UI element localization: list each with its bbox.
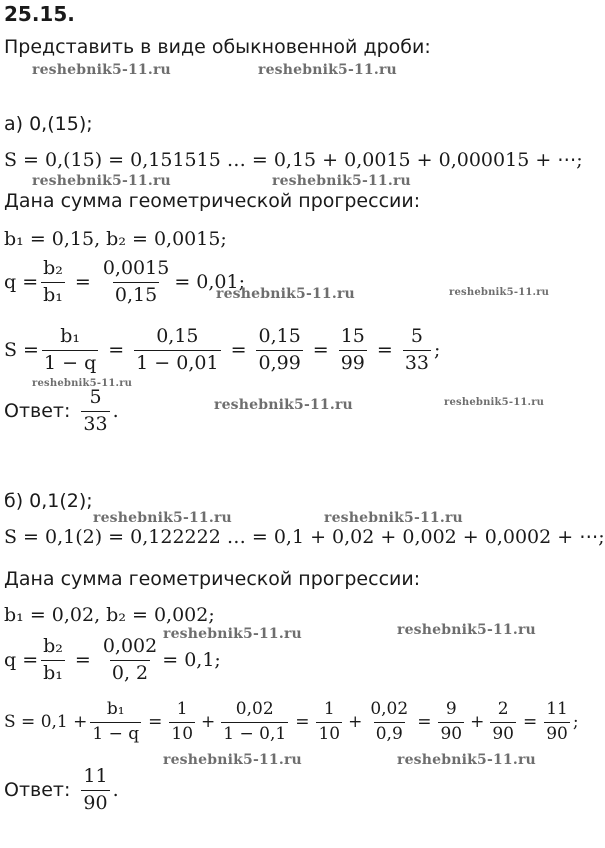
fraction-denominator: 1 − q [92,723,140,744]
fraction [41,258,65,307]
fraction-numerator: b₁ [106,699,125,719]
equals-sign: = [74,271,91,294]
watermark: reshebnik5-11.ru [32,62,171,78]
equals-sign: = [522,712,538,733]
watermark: reshebnik5-11.ru [258,62,397,78]
fraction-numerator: 1 [176,699,188,719]
fraction-denominator: 10 [318,723,341,744]
answer-fraction [81,387,109,436]
fraction [90,700,141,744]
fraction [42,326,98,375]
fraction-numerator: 0,0015 [102,257,170,279]
part-b-b-values: b₁ = 0,02, b₂ = 0,002; [4,604,215,626]
fraction-denominator: 1 − 0,01 [136,351,219,374]
fraction-numerator: b₁ [60,325,80,347]
exercise-number: 25.15. [4,2,75,26]
q-result: = 0,1; [162,649,221,672]
watermark: reshebnik5-11.ru [444,397,545,408]
plus-sign: + [470,712,485,733]
equals-sign: = [312,339,329,362]
s-lhs: S = 0,1 + [4,712,88,733]
plus-sign: + [201,712,216,733]
watermark: reshebnik5-11.ru [272,173,411,189]
watermark: reshebnik5-11.ru [397,622,536,638]
part-a-b-values: b₁ = 0,15, b₂ = 0,0015; [4,228,227,250]
equals-sign: = [295,712,310,733]
watermark: reshebnik5-11.ru [214,397,353,413]
watermark: reshebnik5-11.ru [32,173,171,189]
fraction-denominator: 90 [546,723,568,744]
fraction [101,258,171,307]
answer-label: Ответ: [4,779,71,802]
watermark: reshebnik5-11.ru [163,626,302,642]
equals-sign: = [108,339,125,362]
q-lhs: q = [4,649,39,672]
part-a-answer [4,387,119,436]
plus-sign: + [348,712,363,733]
fraction [101,636,159,685]
part-b-progression-text: Дана сумма геометрической прогрессии: [4,568,421,590]
q-result: = 0,01; [174,271,245,294]
fraction-denominator: 0,9 [375,723,403,744]
fraction-numerator: 0,15 [258,325,301,347]
part-a-progression-text: Дана сумма геометрической прогрессии: [4,190,421,212]
fraction-denominator: 10 [171,723,194,744]
watermark: reshebnik5-11.ru [397,752,536,768]
part-b-label: б) 0,1(2); [4,490,93,512]
watermark: reshebnik5-11.ru [93,510,232,526]
fraction-numerator: 11 [83,765,108,787]
fraction-numerator: 0,15 [156,325,199,347]
fraction [41,636,65,685]
fraction-numerator: 0,02 [235,699,274,719]
fraction-numerator: 5 [89,386,102,408]
fraction-numerator: 0,002 [102,635,158,657]
fraction-denominator: 33 [404,351,430,374]
fraction-denominator: 1 − q [43,351,97,374]
fraction-numerator: 15 [340,325,365,347]
fraction [403,326,431,375]
q-lhs: q = [4,271,39,294]
fraction [438,700,464,744]
fraction [490,700,516,744]
watermark: reshebnik5-11.ru [324,510,463,526]
fraction [339,326,367,375]
fraction-numerator: 9 [445,699,457,719]
fraction-numerator: 0,02 [370,699,409,719]
part-b-series-equation: S = 0,1(2) = 0,122222 … = 0,1 + 0,02 + 0,002 + 0,0002 + ⋯; [4,526,605,548]
watermark: reshebnik5-11.ru [449,287,550,298]
fraction [169,700,195,744]
fraction-denominator: 33 [83,412,108,435]
equals-sign: = [230,339,247,362]
part-b-q-equation [4,636,221,685]
watermark: reshebnik5-11.ru [163,752,302,768]
period: . [112,400,119,423]
answer-fraction [81,766,109,815]
watermark: reshebnik5-11.ru [216,286,355,302]
fraction-denominator: 0,99 [258,351,301,374]
fraction-denominator: b₁ [43,283,63,306]
fraction-denominator: 90 [492,723,514,744]
fraction-denominator: 0, 2 [111,661,149,684]
fraction-numerator: b₂ [43,257,63,279]
equals-sign: = [376,339,393,362]
fraction-denominator: 0,15 [114,283,158,306]
equals-sign: = [148,712,163,733]
part-a-label: а) 0,(15); [4,113,93,135]
fraction-denominator: 1 − 0,1 [223,723,287,744]
fraction [368,700,410,744]
semicolon: ; [572,712,579,733]
fraction-denominator: 99 [340,351,365,374]
answer-label: Ответ: [4,400,71,423]
fraction [316,700,342,744]
fraction-numerator: 5 [410,325,423,347]
fraction-numerator: 2 [497,699,509,719]
s-lhs: S = [4,339,39,362]
fraction [544,700,570,744]
part-a-sum-equation [4,326,440,375]
part-b-sum-equation [4,700,579,744]
semicolon: ; [434,339,441,362]
fraction-numerator: 1 [323,699,335,719]
part-a-series-equation: S = 0,(15) = 0,151515 … = 0,15 + 0,0015 + 0,000015 + ⋯; [4,149,583,171]
watermark: reshebnik5-11.ru [32,378,133,389]
fraction [134,326,220,375]
fraction-numerator: 11 [546,699,568,719]
fraction-denominator: b₁ [43,661,63,684]
period: . [112,779,119,802]
fraction [221,700,288,744]
equals-sign: = [417,712,432,733]
fraction-numerator: b₂ [43,635,63,657]
part-a-q-equation [4,258,245,307]
equals-sign: = [74,649,91,672]
fraction-denominator: 90 [440,723,463,744]
task-statement: Представить в виде обыкновенной дроби: [4,36,431,58]
fraction [256,326,302,375]
fraction-denominator: 90 [83,791,108,814]
part-b-answer [4,766,119,815]
